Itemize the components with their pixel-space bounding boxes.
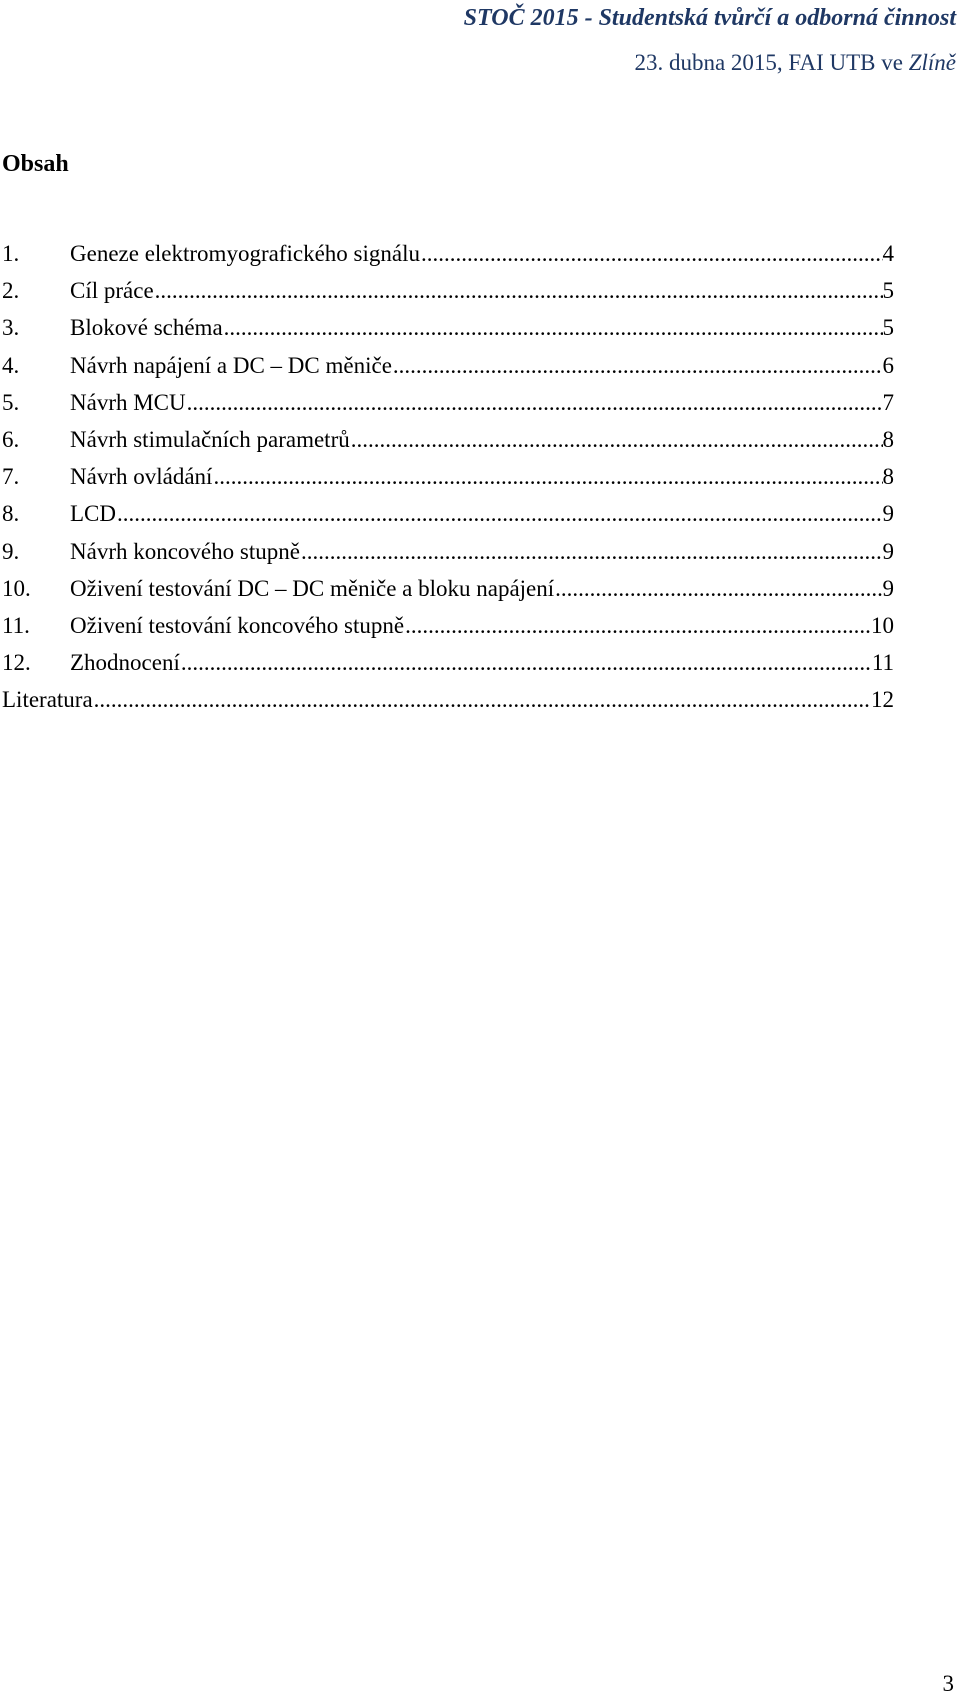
toc-entry-page: 7	[882, 389, 894, 415]
toc-dot-leader	[420, 239, 883, 269]
toc-entry-title: Zhodnocení	[70, 650, 180, 676]
toc-entry-title: Oživení testování koncového stupně	[70, 612, 405, 638]
toc-dot-leader	[392, 351, 883, 381]
toc-entry-title: Návrh koncového stupně	[70, 538, 300, 564]
toc-entry-number: 5.	[2, 389, 20, 415]
event-city: Zlíně	[908, 50, 956, 75]
toc-dot-leader	[223, 313, 883, 343]
toc-entry-number: 4.	[2, 352, 20, 378]
page-number: 3	[942, 1671, 954, 1696]
event-date-text: 23. dubna 2015, FAI UTB ve	[634, 50, 903, 75]
toc-dot-leader	[554, 574, 882, 604]
toc-dot-leader	[93, 685, 871, 715]
toc-entry-title: Oživení testování DC – DC měniče a bloku napájení	[70, 575, 555, 601]
toc-dot-leader	[154, 276, 883, 306]
toc-entry-title: Návrh napájení a DC – DC měniče	[70, 352, 392, 378]
toc-entry-title: Návrh ovládání	[70, 464, 213, 490]
toc-entry-page: 9	[882, 575, 894, 601]
toc-entry-title: Návrh MCU	[70, 389, 186, 415]
toc-entry-page: 12	[871, 687, 894, 713]
toc-entry-number: 1.	[2, 241, 20, 266]
toc-entry-number: 10.	[2, 575, 31, 601]
toc-entry-number: 11.	[2, 612, 30, 638]
toc-entry-title: Cíl práce	[70, 278, 154, 304]
toc-entry-page: 8	[882, 426, 894, 452]
toc-entry-number: 2.	[2, 278, 20, 304]
toc-entry-page: 5	[882, 278, 894, 304]
toc-entry-number: 7.	[2, 464, 20, 490]
toc-entry-page: 4	[882, 241, 894, 266]
toc-dot-leader	[404, 611, 871, 641]
toc-entry-number: 3.	[2, 315, 20, 341]
toc-dot-leader	[212, 462, 882, 492]
toc-entry-page: 8	[882, 464, 894, 490]
toc-entry-number: 8.	[2, 501, 20, 527]
toc-entry-page: 6	[882, 352, 894, 378]
toc-dot-leader	[186, 388, 883, 418]
toc-entry-number: 12.	[2, 650, 31, 676]
toc-dot-leader	[350, 425, 883, 455]
table-of-contents	[2, 239, 894, 730]
toc-entry-page: 10	[871, 612, 894, 638]
toc-entry-number: 9.	[2, 538, 20, 564]
toc-entry-number: 6.	[2, 426, 20, 452]
toc-entry-title: Literatura	[2, 687, 93, 713]
toc-entry-literatura[interactable]	[2, 685, 894, 730]
toc-entry-page: 11	[871, 650, 894, 676]
toc-dot-leader	[300, 537, 883, 567]
toc-entry-page: 5	[882, 315, 894, 341]
toc-heading: Obsah	[2, 151, 69, 177]
toc-entry-title: Geneze elektromyografického signálu	[70, 241, 420, 266]
toc-entry-page: 9	[882, 501, 894, 527]
toc-entry-title: Návrh stimulačních parametrů	[70, 426, 350, 452]
event-date-place	[634, 48, 956, 78]
toc-dot-leader	[116, 499, 883, 529]
toc-entry-page: 9	[882, 538, 894, 564]
toc-entry-title: LCD	[70, 501, 116, 527]
toc-entry-title: Blokové schéma	[70, 315, 223, 341]
event-title: STOČ 2015 - Studentská tvůrčí a odborná činnost	[463, 5, 956, 31]
toc-dot-leader	[180, 648, 872, 678]
